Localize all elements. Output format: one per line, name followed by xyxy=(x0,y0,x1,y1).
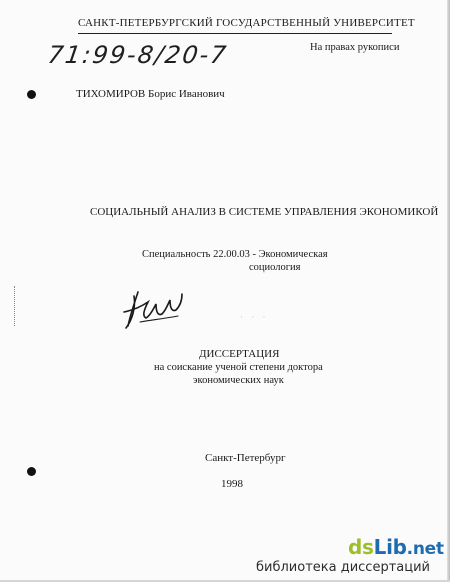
publication-year: 1998 xyxy=(221,478,243,490)
faint-bleedthrough-mark: · · · xyxy=(240,312,269,322)
punch-hole-bottom xyxy=(27,467,36,476)
dslib-logo: dsLib.net xyxy=(348,535,444,559)
handwritten-catalog-number: 71:99-8/20-7 xyxy=(46,41,230,69)
degree-line-2: экономических наук xyxy=(193,375,284,386)
degree-line-1: на соискание ученой степени доктора xyxy=(154,362,323,373)
punch-hole-top xyxy=(27,90,36,99)
rights-notice: На правах рукописи xyxy=(310,42,400,53)
author-signature xyxy=(120,286,184,330)
specialty-line: Специальность 22.00.03 - Экономическая xyxy=(142,249,328,260)
dissertation-title: СОЦИАЛЬНЫЙ АНАЛИЗ В СИСТЕМЕ УПРАВЛЕНИЯ ЭКОНОМИКОЙ xyxy=(90,206,439,218)
margin-scan-specks xyxy=(14,286,21,326)
author-name: ТИХОМИРОВ Борис Иванович xyxy=(76,88,225,100)
specialty-continuation: социология xyxy=(249,262,301,273)
publication-city: Санкт-Петербург xyxy=(205,452,286,464)
dissertation-heading: ДИССЕРТАЦИЯ xyxy=(199,348,280,360)
dslib-watermark xyxy=(252,534,448,578)
university-name: САНКТ-ПЕТЕРБУРГСКИЙ ГОСУДАРСТВЕННЫЙ УНИВЕРСИТЕТ xyxy=(78,17,415,29)
dslib-caption: библиотека диссертаций xyxy=(256,560,430,575)
header-underline xyxy=(78,33,392,34)
